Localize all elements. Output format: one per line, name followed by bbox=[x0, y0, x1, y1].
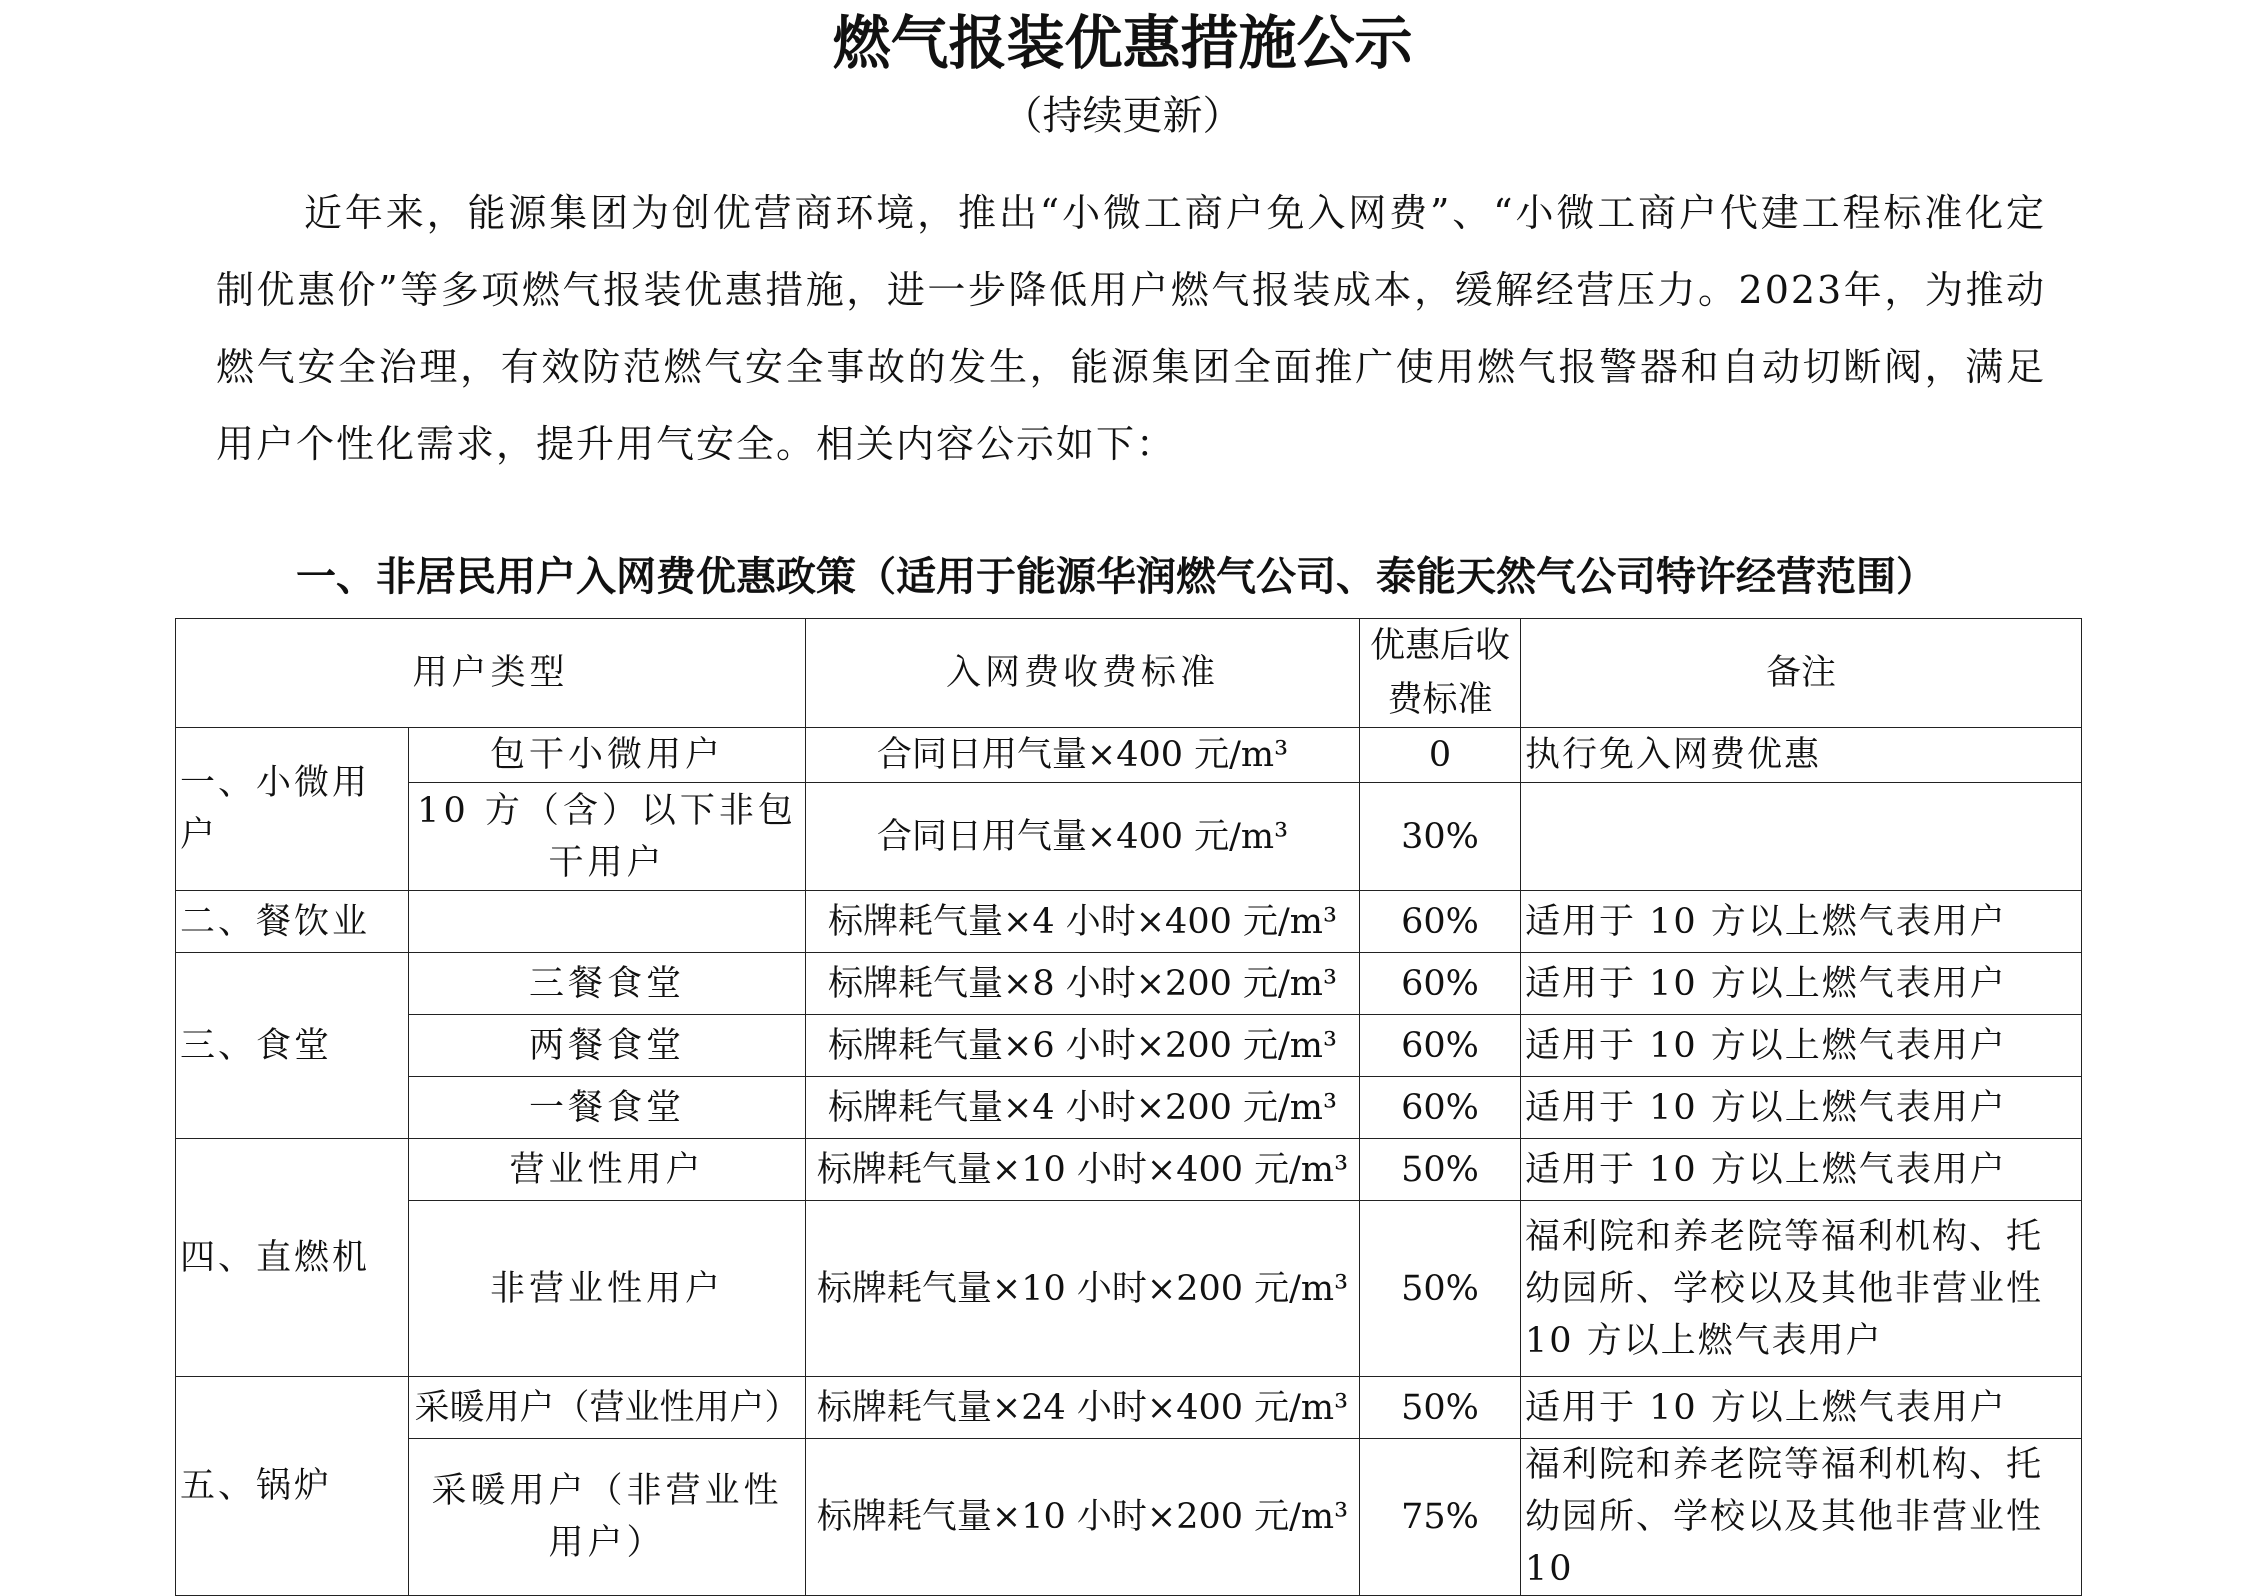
remarks-cell: 适用于 10 方以上燃气表用户 bbox=[1521, 953, 2082, 1015]
discounted-rate-cell: 50% bbox=[1360, 1377, 1521, 1439]
table-row bbox=[176, 728, 2082, 783]
header-user-type: 用户类型 bbox=[176, 619, 806, 728]
category-cell: 五、锅炉 bbox=[176, 1377, 409, 1596]
remarks-cell: 适用于 10 方以上燃气表用户 bbox=[1521, 1139, 2082, 1201]
subtype-cell: 包干小微用户 bbox=[409, 728, 806, 783]
discounted-rate-cell: 60% bbox=[1360, 1077, 1521, 1139]
remarks-cell: 适用于 10 方以上燃气表用户 bbox=[1521, 1377, 2082, 1439]
fee-standard-cell: 合同日用气量×400 元/m³ bbox=[806, 728, 1360, 783]
remarks-cell: 福利院和养老院等福利机构、托幼园所、学校以及其他非营业性 10 方以上燃气表用户 bbox=[1521, 1201, 2082, 1377]
subtype-cell: 一餐食堂 bbox=[409, 1077, 806, 1139]
fee-standard-cell: 标牌耗气量×24 小时×400 元/m³ bbox=[806, 1377, 1360, 1439]
discounted-rate-cell: 50% bbox=[1360, 1139, 1521, 1201]
remarks-cell: 适用于 10 方以上燃气表用户 bbox=[1521, 1015, 2082, 1077]
remarks-cell: 适用于 10 方以上燃气表用户 bbox=[1521, 891, 2082, 953]
table-row bbox=[176, 1077, 2082, 1139]
table-row bbox=[176, 1439, 2082, 1596]
header-discounted-rate: 优惠后收费标准 bbox=[1360, 619, 1521, 728]
discounted-rate-cell: 75% bbox=[1360, 1439, 1521, 1596]
header-remarks: 备注 bbox=[1521, 619, 2082, 728]
section-heading: 一、非居民用户入网费优惠政策（适用于能源华润燃气公司、泰能天然气公司特许经营范围） bbox=[296, 554, 1936, 600]
subtype-cell: 营业性用户 bbox=[409, 1139, 806, 1201]
fee-standard-cell: 标牌耗气量×8 小时×200 元/m³ bbox=[806, 953, 1360, 1015]
table-row bbox=[176, 1015, 2082, 1077]
fee-policy-table bbox=[175, 618, 2082, 1596]
subtype-cell bbox=[409, 891, 806, 953]
remarks-cell: 执行免入网费优惠 bbox=[1521, 728, 2082, 783]
category-cell: 二、餐饮业 bbox=[176, 891, 409, 953]
document-subtitle: （持续更新） bbox=[1002, 93, 1243, 139]
document-title: 燃气报装优惠措施公示 bbox=[832, 9, 1413, 77]
table-row bbox=[176, 953, 2082, 1015]
fee-standard-cell: 标牌耗气量×10 小时×200 元/m³ bbox=[806, 1439, 1360, 1596]
fee-standard-cell: 标牌耗气量×6 小时×200 元/m³ bbox=[806, 1015, 1360, 1077]
discounted-rate-cell: 60% bbox=[1360, 953, 1521, 1015]
subtype-cell: 采暖用户（营业性用户） bbox=[409, 1377, 806, 1439]
discounted-rate-cell: 30% bbox=[1360, 783, 1521, 891]
fee-standard-cell: 标牌耗气量×4 小时×200 元/m³ bbox=[806, 1077, 1360, 1139]
category-cell: 一、小微用户 bbox=[176, 728, 409, 891]
subtype-cell: 三餐食堂 bbox=[409, 953, 806, 1015]
category-cell: 三、食堂 bbox=[176, 953, 409, 1139]
fee-standard-cell: 合同日用气量×400 元/m³ bbox=[806, 783, 1360, 891]
subtype-cell: 采暖用户（非营业性用户） bbox=[409, 1439, 806, 1596]
header-fee-standard: 入网费收费标准 bbox=[806, 619, 1360, 728]
subtype-cell: 10 方（含）以下非包干用户 bbox=[409, 783, 806, 891]
fee-standard-cell: 标牌耗气量×4 小时×400 元/m³ bbox=[806, 891, 1360, 953]
table-row bbox=[176, 891, 2082, 953]
table-header-row bbox=[176, 619, 2082, 728]
table-row bbox=[176, 1377, 2082, 1439]
subtype-cell: 两餐食堂 bbox=[409, 1015, 806, 1077]
intro-paragraph: 近年来，能源集团为创优营商环境，推出“小微工商户免入网费”、“小微工商户代建工程标准化定制优惠价”等多项燃气报装优惠措施，进一步降低用户燃气报装成本，缓解经营压力。2023年，为推动燃气安全治理，有效防范燃气安全事故的发生，能源集团全面推广使用燃气报警器和自动切断阀，满足用户个性化需求，提升用气安全。相关内容公示如下： bbox=[216, 191, 2046, 466]
category-cell: 四、直燃机 bbox=[176, 1139, 409, 1377]
discounted-rate-cell: 60% bbox=[1360, 891, 1521, 953]
remarks-cell: 适用于 10 方以上燃气表用户 bbox=[1521, 1077, 2082, 1139]
table-row bbox=[176, 1139, 2082, 1201]
remarks-cell bbox=[1521, 783, 2082, 891]
discounted-rate-cell: 50% bbox=[1360, 1201, 1521, 1377]
fee-standard-cell: 标牌耗气量×10 小时×400 元/m³ bbox=[806, 1139, 1360, 1201]
discounted-rate-cell: 0 bbox=[1360, 728, 1521, 783]
subtype-cell: 非营业性用户 bbox=[409, 1201, 806, 1377]
fee-standard-cell: 标牌耗气量×10 小时×200 元/m³ bbox=[806, 1201, 1360, 1377]
remarks-cell: 福利院和养老院等福利机构、托幼园所、学校以及其他非营业性 10 bbox=[1521, 1439, 2082, 1596]
discounted-rate-cell: 60% bbox=[1360, 1015, 1521, 1077]
table-row bbox=[176, 783, 2082, 891]
intro-paragraph-container bbox=[216, 175, 2046, 483]
table-row bbox=[176, 1201, 2082, 1377]
